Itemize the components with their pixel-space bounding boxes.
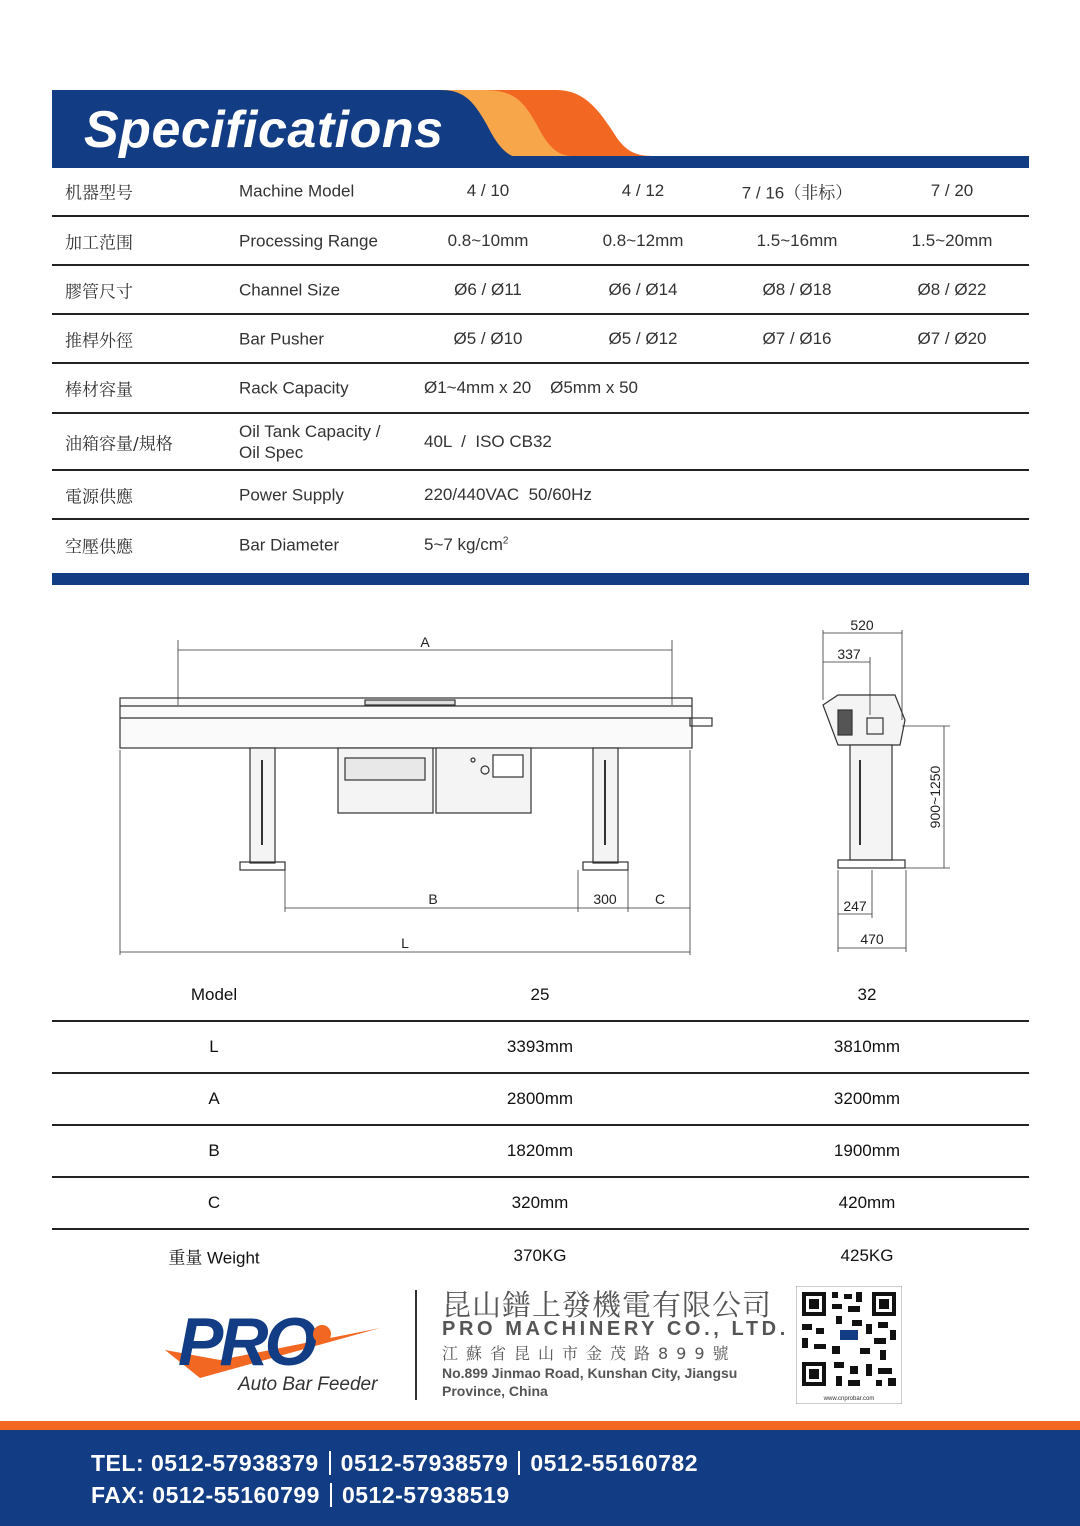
spec-value: Ø6 / Ø14 bbox=[608, 279, 678, 299]
tel-number-1: 0512-57938379 bbox=[151, 1450, 319, 1476]
spec-value: 220/440VAC 50/60Hz bbox=[424, 484, 592, 504]
spec-label-cn: 加工范围 bbox=[65, 233, 133, 253]
spec-value: 7 / 20 bbox=[930, 181, 974, 200]
dim-row-l bbox=[52, 1022, 1029, 1074]
spec-row-bar-pusher bbox=[52, 315, 1029, 364]
spec-row-oil-tank bbox=[52, 414, 1029, 471]
dim-header-model-1: 25 bbox=[530, 985, 550, 1004]
dim-label-b: B bbox=[428, 891, 438, 907]
spec-value: Ø7 / Ø20 bbox=[917, 328, 987, 348]
dim-row-value-2: 3810mm bbox=[833, 1037, 901, 1056]
dim-header-model-2: 32 bbox=[857, 985, 877, 1004]
spec-value: 0.8~12mm bbox=[602, 230, 684, 250]
spec-row-air-pressure bbox=[52, 520, 1029, 570]
page-title: Specifications bbox=[84, 101, 444, 159]
spec-value: Ø6 / Ø11 bbox=[454, 279, 522, 299]
spec-label-en bbox=[239, 421, 380, 463]
logo-divider bbox=[415, 1290, 417, 1400]
spec-label-en: Bar Pusher bbox=[239, 329, 325, 348]
dim-label-gap: 300 bbox=[593, 891, 617, 907]
spec-value: 4 / 10 bbox=[466, 181, 510, 200]
pro-logo bbox=[160, 1290, 390, 1400]
dim-row-value-2: 425KG bbox=[840, 1246, 894, 1265]
footer-tel-line bbox=[91, 1450, 698, 1477]
spec-label-cn: 棒材容量 bbox=[65, 380, 133, 401]
dim-row-value-1: 1820mm bbox=[506, 1141, 574, 1160]
spec-label-en-line1: Oil Tank Capacity / bbox=[239, 421, 381, 441]
company-address-cn: 江蘇省昆山市金茂路899號 bbox=[442, 1344, 737, 1363]
dim-row-value-2: 3200mm bbox=[833, 1089, 901, 1108]
spec-value bbox=[424, 535, 508, 555]
footer bbox=[0, 1430, 1080, 1526]
spec-value: 4 / 12 bbox=[621, 181, 665, 200]
dim-label-l: L bbox=[401, 935, 409, 951]
dim-label-470: 470 bbox=[860, 931, 884, 947]
separator bbox=[330, 1483, 332, 1507]
spec-value: 0.8~10mm bbox=[447, 230, 529, 250]
footer-orange-stripe bbox=[0, 1421, 1080, 1430]
spec-row-power-supply bbox=[52, 471, 1029, 520]
spec-label-cn: 膠管尺寸 bbox=[65, 282, 133, 302]
dim-row-label: L bbox=[209, 1037, 219, 1056]
tel-number-2: 0512-57938579 bbox=[340, 1450, 509, 1476]
spec-value: Ø5 / Ø10 bbox=[453, 328, 523, 348]
fax-label: FAX: bbox=[91, 1482, 146, 1508]
spec-value: 40L / ISO CB32 bbox=[424, 431, 552, 451]
spec-bottom-bar bbox=[52, 573, 1029, 585]
dim-row-label: A bbox=[208, 1089, 220, 1108]
spec-value: 1.5~20mm bbox=[911, 230, 993, 250]
qr-code-icon bbox=[796, 1286, 902, 1404]
dim-label-247: 247 bbox=[843, 898, 867, 914]
dim-row-b bbox=[52, 1126, 1029, 1178]
dim-row-label: B bbox=[208, 1141, 220, 1160]
tel-label: TEL: bbox=[91, 1450, 145, 1476]
qr-url: www.cnprobar.com bbox=[823, 1396, 875, 1402]
dim-row-label: 重量 Weight bbox=[168, 1248, 260, 1268]
spec-label-en: Processing Range bbox=[239, 231, 378, 250]
dim-row-label: C bbox=[207, 1193, 221, 1212]
spec-label-en: Machine Model bbox=[239, 181, 355, 201]
dim-row-value-1: 3393mm bbox=[506, 1037, 574, 1056]
separator bbox=[329, 1451, 331, 1475]
dim-label-337: 337 bbox=[837, 646, 861, 662]
spec-value: Ø1~4mm x 20 Ø5mm x 50 bbox=[424, 378, 638, 397]
spec-row-channel-size bbox=[52, 266, 1029, 315]
company-name-en: PRO MACHINERY CO., LTD. bbox=[442, 1318, 789, 1340]
dim-label-c: C bbox=[654, 891, 666, 907]
dim-row-value-1: 370KG bbox=[513, 1246, 567, 1265]
spec-value: 7 / 16（非标） bbox=[741, 183, 853, 203]
spec-value: Ø7 / Ø16 bbox=[762, 328, 832, 348]
dim-row-value-1: 320mm bbox=[511, 1193, 569, 1212]
company-name-cn: 昆山鐠上發機電有限公司 bbox=[442, 1288, 773, 1322]
spec-label-cn: 油箱容量/規格 bbox=[65, 434, 173, 454]
dim-row-value-1: 2800mm bbox=[506, 1089, 574, 1108]
spec-label-en: Bar Diameter bbox=[239, 535, 340, 555]
spec-label-en-line2: Oil Spec bbox=[239, 442, 304, 462]
dim-label-a: A bbox=[420, 634, 430, 650]
technical-drawing bbox=[0, 600, 1080, 970]
spec-label-en: Power Supply bbox=[239, 485, 344, 504]
spec-label-cn: 推桿外徑 bbox=[65, 331, 133, 351]
spec-row-processing-range bbox=[52, 217, 1029, 266]
separator bbox=[518, 1451, 520, 1475]
dim-row-value-2: 420mm bbox=[838, 1193, 896, 1212]
dim-header-label: Model bbox=[190, 985, 238, 1004]
dim-row-value-2: 1900mm bbox=[833, 1141, 901, 1160]
fax-number-2: 0512-57938519 bbox=[341, 1482, 510, 1508]
company-address-en-line2: Province, China bbox=[442, 1383, 548, 1399]
spec-label-cn: 電源供應 bbox=[65, 487, 133, 507]
spec-value: Ø8 / Ø22 bbox=[917, 279, 987, 299]
spec-value: Ø5 / Ø12 bbox=[608, 328, 678, 348]
dim-header-row bbox=[52, 970, 1029, 1022]
dim-label-520: 520 bbox=[850, 617, 874, 633]
spec-value-text: 5~7 kg/cm bbox=[424, 535, 503, 554]
fax-number-1: 0512-55160799 bbox=[152, 1482, 320, 1508]
spec-value: Ø8 / Ø18 bbox=[762, 279, 832, 299]
dim-row-a bbox=[52, 1074, 1029, 1126]
spec-value: 1.5~16mm bbox=[756, 230, 838, 250]
spec-label-cn: 空壓供應 bbox=[65, 537, 133, 558]
spec-label-en: Rack Capacity bbox=[239, 378, 349, 398]
spec-row-rack-capacity bbox=[52, 364, 1029, 414]
spec-label-cn: 机器型号 bbox=[65, 183, 133, 204]
logo-brand: PRO bbox=[178, 1304, 314, 1380]
dim-row-weight bbox=[52, 1232, 1029, 1280]
dim-label-height: 900~1250 bbox=[927, 765, 943, 829]
tel-number-3: 0512-55160782 bbox=[530, 1450, 699, 1476]
footer-fax-line bbox=[91, 1482, 510, 1509]
company-address-en-line1: No.899 Jinmao Road, Kunshan City, Jiangsu bbox=[442, 1365, 738, 1381]
logo-tagline: Auto Bar Feeder bbox=[238, 1374, 378, 1395]
dim-row-c bbox=[52, 1178, 1029, 1230]
spec-row-machine-model bbox=[52, 167, 1029, 217]
spec-label-en: Channel Size bbox=[239, 280, 341, 299]
spec-value-sup: 2 bbox=[502, 535, 509, 547]
